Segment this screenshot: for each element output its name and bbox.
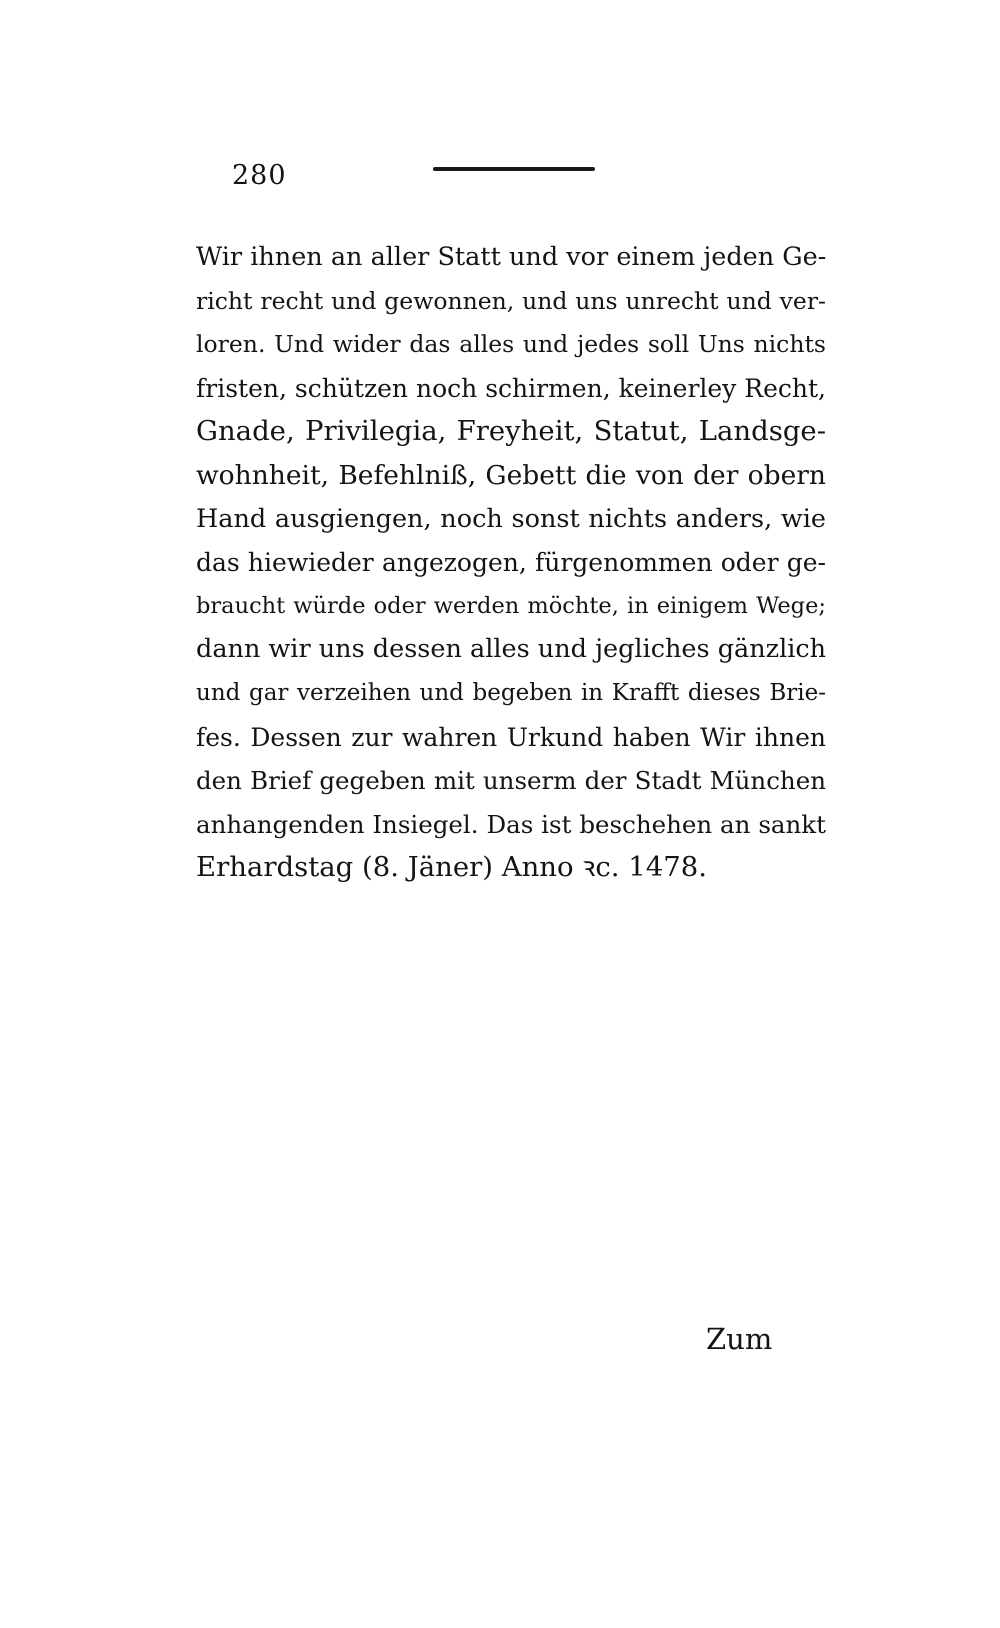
page-number: 280: [232, 160, 287, 191]
text-line: fes. Dessen zur wahren Urkund haben Wir ihnen: [196, 722, 826, 752]
text-line: loren. Und wider das alles und jedes soll Uns nichts: [196, 330, 826, 359]
text-line: Erhardstag (8. Jäner) Anno ꝛc. 1478.: [196, 851, 707, 884]
text-line: fristen, schützen noch schirmen, keinerley Recht,: [196, 373, 826, 403]
text-line: das hiewieder angezogen, fürgenommen oder ge-: [196, 548, 826, 578]
text-line: wohnheit, Befehlniß, Gebett die von der obern: [196, 459, 826, 491]
text-line: anhangenden Insiegel. Das ist beschehen an sankt: [196, 809, 826, 839]
text-line: und gar verzeihen und begeben in Krafft dieses Brie-: [196, 679, 826, 706]
catchword: Zum: [706, 1322, 773, 1356]
text-line: den Brief gegeben mit unserm der Stadt München: [196, 766, 826, 796]
body-text: [196, 236, 826, 890]
text-line: dann wir uns dessen alles und jegliches gänzlich: [196, 634, 827, 665]
text-line: Gnade, Privilegia, Freyheit, Statut, Landsge-: [196, 415, 826, 448]
text-line: Hand ausgiengen, noch sonst nichts anders, wie: [196, 503, 826, 534]
text-line: richt recht und gewonnen, und uns unrecht und ver-: [196, 286, 826, 315]
text-line: Wir ihnen an aller Statt und vor einem jeden Ge-: [196, 242, 827, 272]
header-rule: [433, 167, 595, 171]
text-line: braucht würde oder werden möchte, in einigem Wege;: [196, 592, 826, 619]
